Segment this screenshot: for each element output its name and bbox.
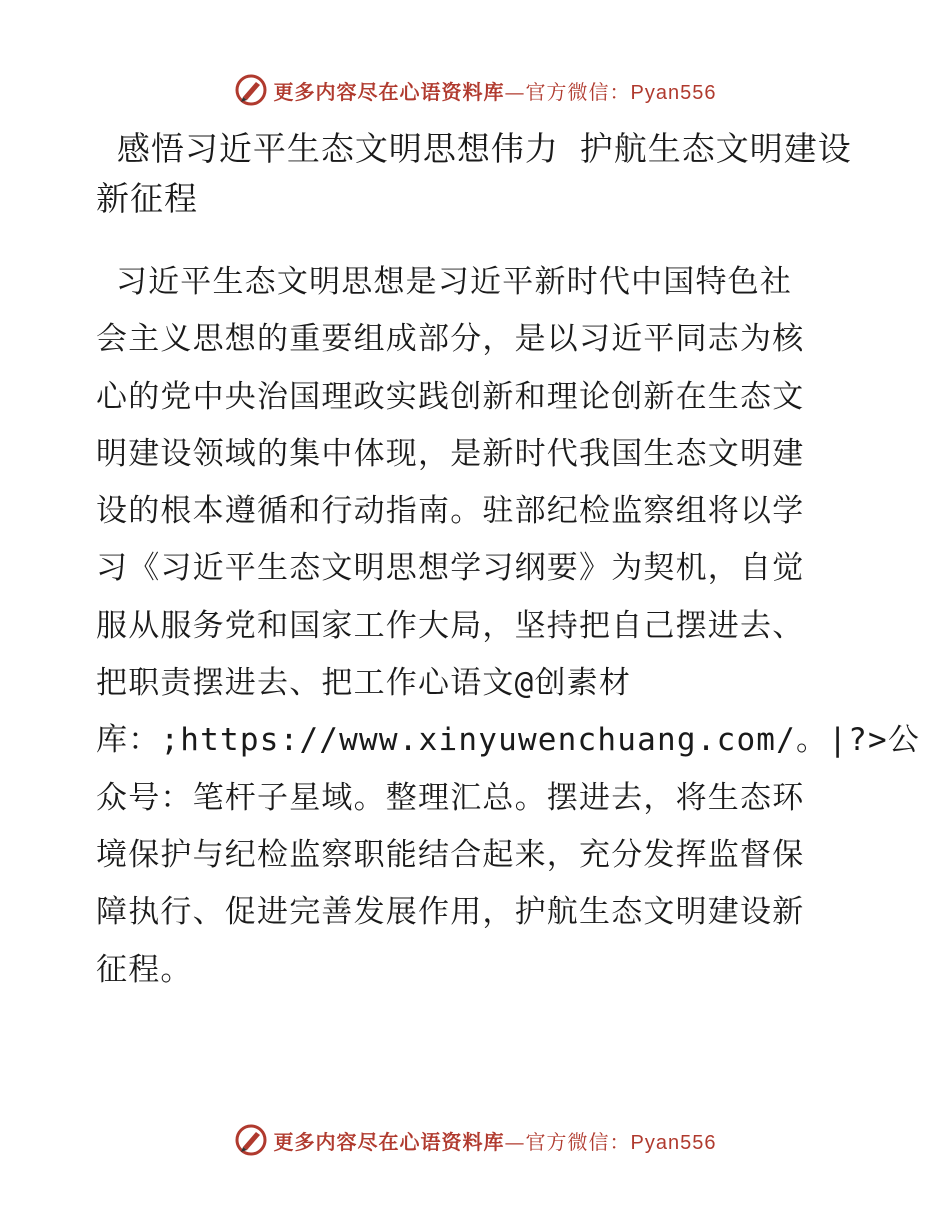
body-line: 会主义思想的重要组成部分，是以习近平同志为核 [96,321,805,358]
body-line: 众号：笔杆子星域。整理汇总。摆进去，将生态环 [96,779,805,816]
watermark-main: 更多内容尽在心语资料库 [273,79,505,104]
watermark-dash: — [504,79,526,104]
body-line: 设的根本遵循和行动指南。驻部纪检监察组将以学 [96,493,805,530]
pen-logo-icon [234,73,268,107]
watermark-id: Pyan556 [630,1131,717,1154]
watermark-text [274,76,717,105]
body-line: 习近平生态文明思想是习近平新时代中国特色社 [96,264,793,300]
body-line: 境保护与纪检监察职能结合起来，充分发挥监督保 [96,836,805,873]
watermark-main: 更多内容尽在心语资料库 [273,1129,505,1154]
body-line: 征程。 [96,951,193,988]
title-line-2: 新征程 [96,179,198,218]
document-title [96,124,866,224]
document-body [96,254,921,999]
body-line: 把职责摆进去、把工作心语文@创素材 [96,665,632,702]
footer-watermark [0,1120,950,1160]
watermark-sub: 官方微信： [525,79,631,104]
body-line: 服从服务党和国家工作大局，坚持把自己摆进去、 [96,607,805,644]
body-line: 库：;https://www.xinyuwenchuang.com/。|?>公 [96,722,921,759]
watermark-id: Pyan556 [630,81,717,104]
watermark-text [274,1126,717,1155]
watermark-dash: — [504,1129,526,1154]
body-line: 明建设领域的集中体现，是新时代我国生态文明建 [96,435,805,472]
body-line: 心的党中央治国理政实践创新和理论创新在生态文 [96,378,805,415]
body-line: 障执行、促进完善发展作用，护航生态文明建设新 [96,894,805,931]
watermark-sub: 官方微信： [525,1129,631,1154]
title-line-1: 感悟习近平生态文明思想伟力 护航生态文明建设 [96,129,852,168]
pen-logo-icon [234,1123,268,1157]
header-watermark [0,70,950,110]
body-line: 习《习近平生态文明思想学习纲要》为契机，自觉 [96,550,805,587]
